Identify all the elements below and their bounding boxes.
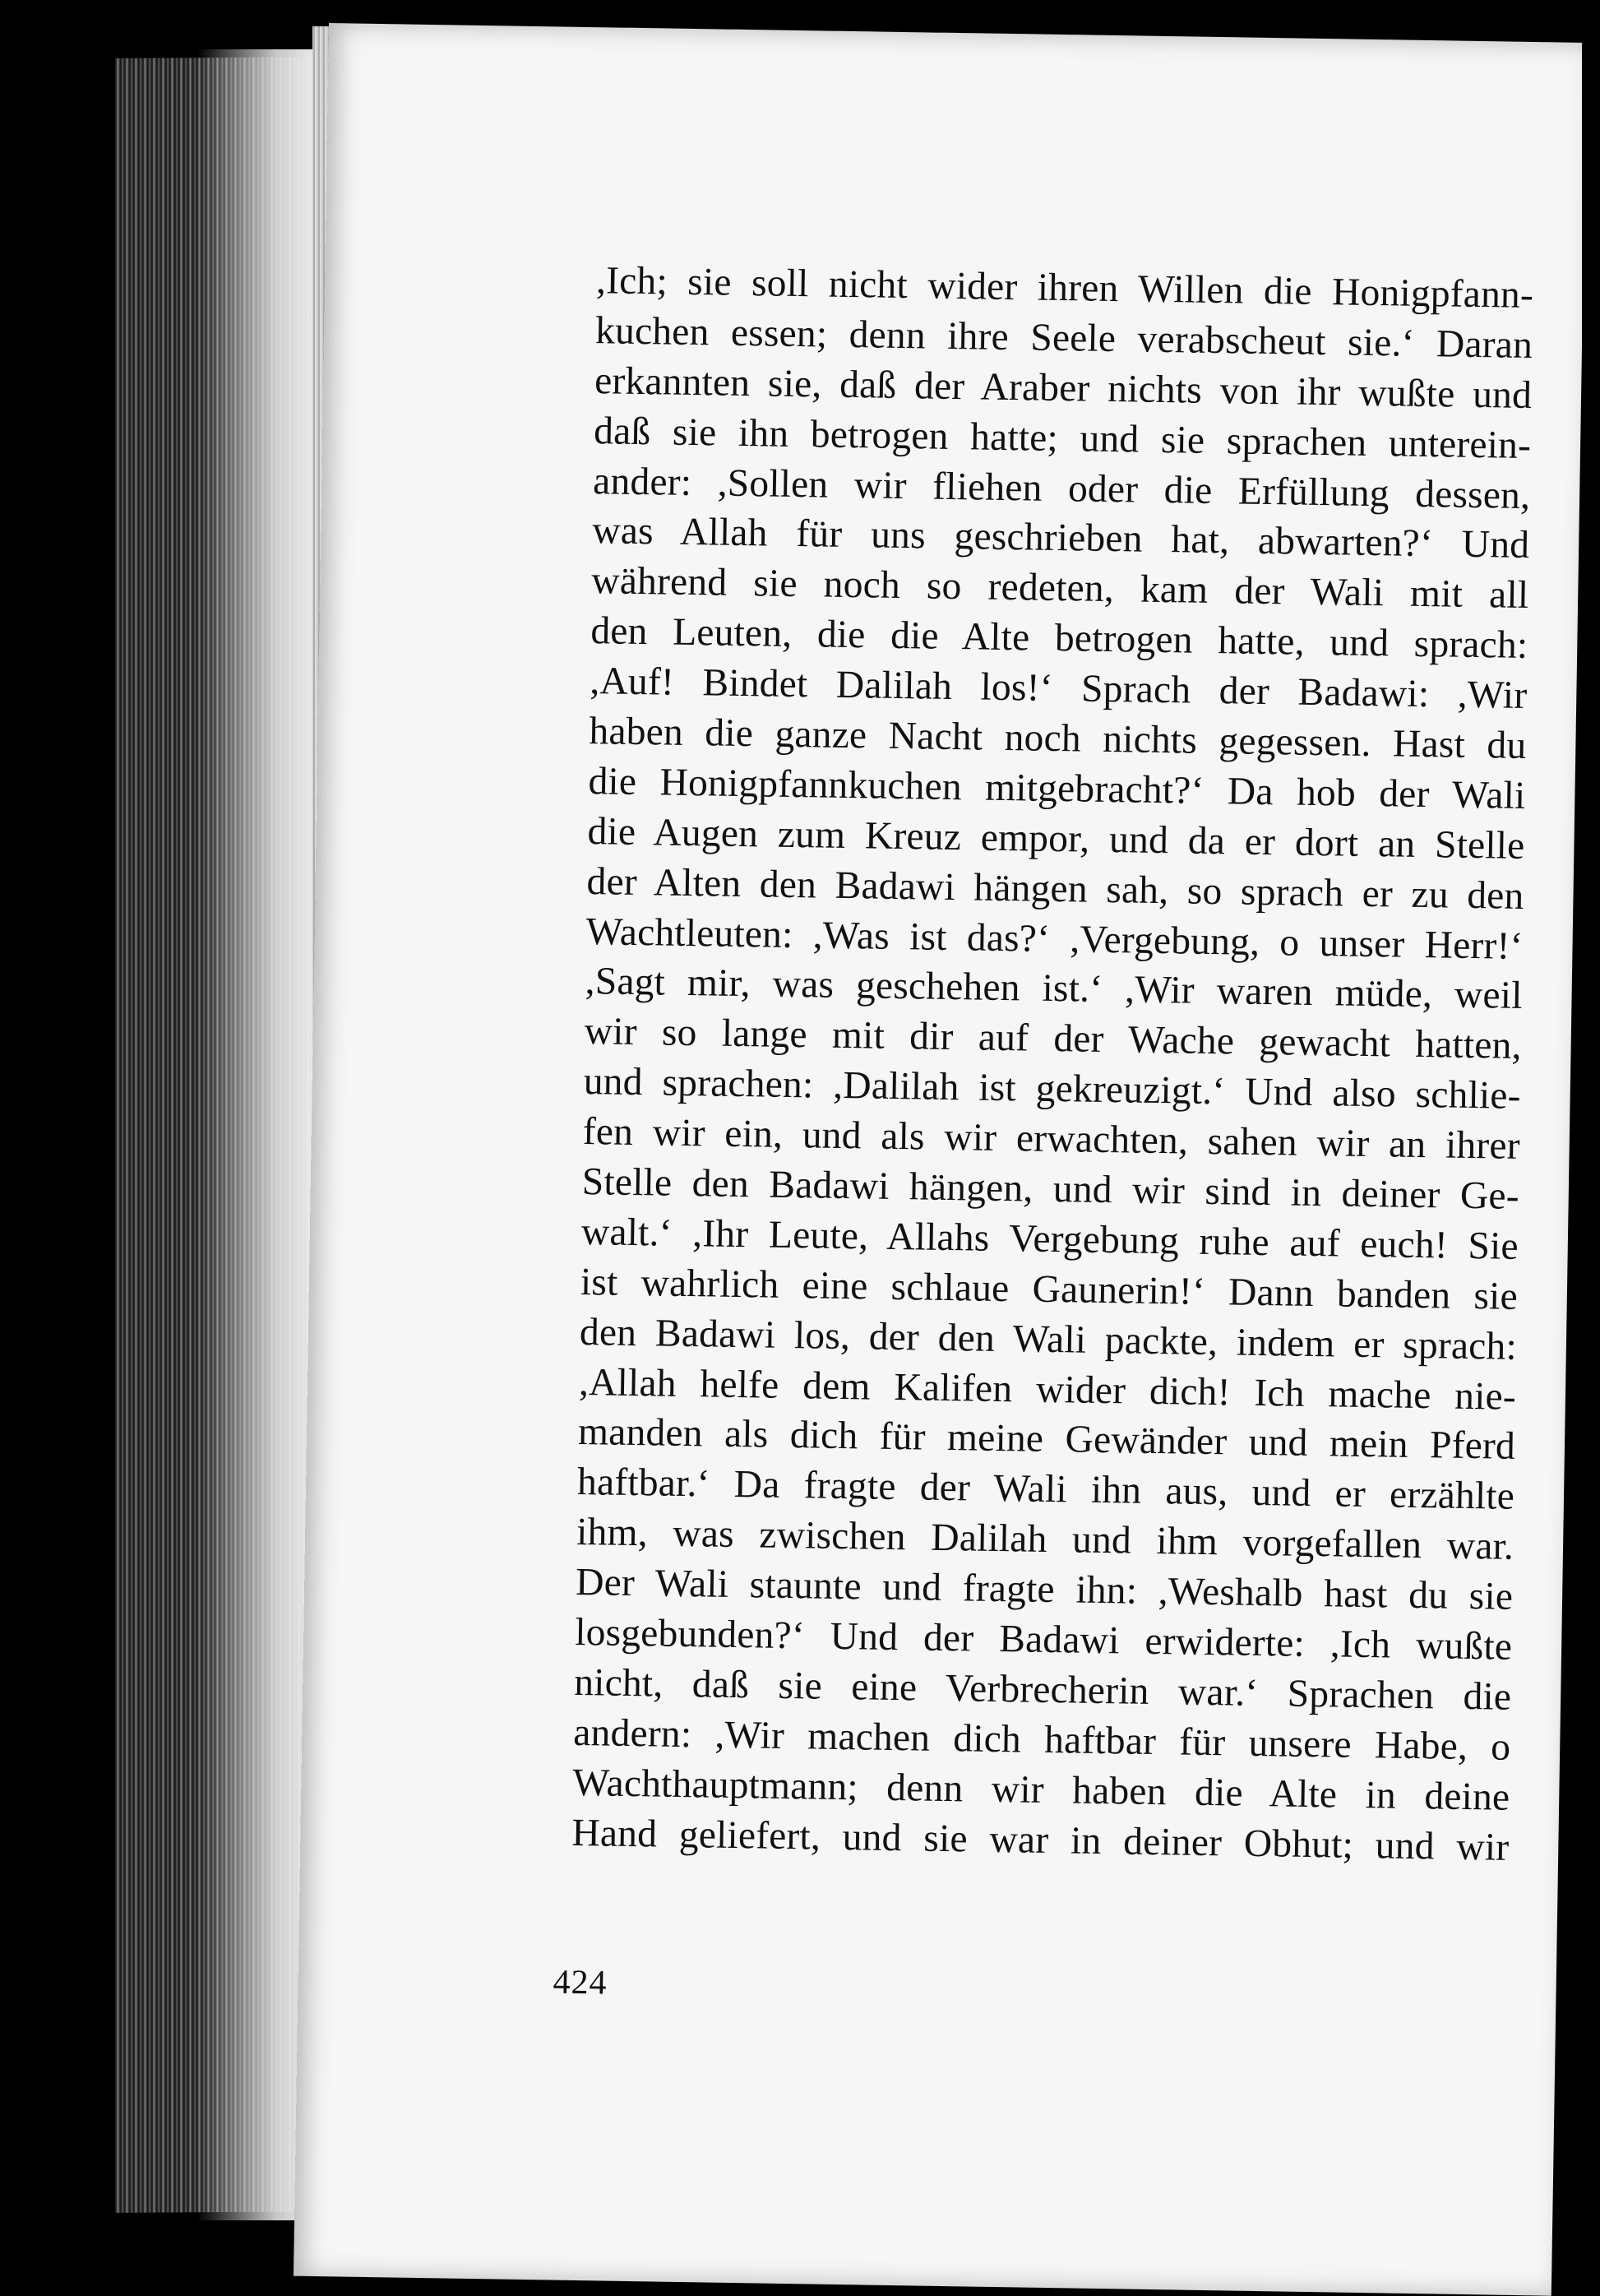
text-line: ,Allah helfe dem Kalifen wider dich! Ich mache nie-	[578, 1360, 1517, 1419]
text-line: haben die ganze Nacht noch nichts gegessen. Hast du	[589, 710, 1527, 767]
text-line: haftbar.‘ Da fragte der Wali ihn aus, und er erzählte	[576, 1460, 1515, 1519]
text-line: ,Ich; sie soll nicht wider ihren Willen die Honigpfann-	[595, 259, 1534, 317]
text-line: kuchen essen; denn ihre Seele verabscheut sie.‘ Daran	[594, 309, 1533, 367]
scan-border	[1582, 0, 1600, 2296]
text-line: während sie noch so redeten, kam der Wali mit all	[590, 559, 1529, 618]
text-line: den Badawi los, der den Wali packte, indem er sprach:	[579, 1310, 1518, 1368]
text-line: ander: ,Sollen wir fliehen oder die Erfüllung dessen,	[592, 459, 1531, 517]
text-line: ,Auf! Bindet Dalilah los!‘ Sprach der Badawi: ,Wir	[590, 660, 1528, 718]
text-line: losgebunden?‘ Und der Badawi erwiderte: ,Ich wußte	[574, 1610, 1513, 1669]
body-text	[571, 256, 1533, 1872]
text-line: den Leuten, die die Alte betrogen hatte, und sprach:	[590, 609, 1528, 668]
text-line: Wachtleuten: ,Was ist das?‘ ,Vergebung, o unser Herr!‘	[585, 910, 1524, 968]
text-line: der Alten den Badawi hängen sah, so sprach er zu den	[586, 859, 1524, 918]
text-line: andern: ,Wir machen dich haftbar für unsere Habe, o	[572, 1710, 1511, 1769]
text-line: daß sie ihn betrogen hatte; und sie sprachen unterein-	[593, 409, 1532, 467]
text-line: Hand geliefert, und sie war in deiner Obhut; und wir	[571, 1811, 1510, 1869]
text-line: wir so lange mit dir auf der Wache gewacht hatten,	[584, 1010, 1523, 1068]
text-line: die Honigpfannkuchen mitgebracht?‘ Da hob der Wali	[588, 759, 1526, 817]
text-line: und sprachen: ,Dalilah ist gekreuzigt.‘ Und also schlie-	[583, 1060, 1522, 1118]
text-line: walt.‘ ,Ihr Leute, Allahs Vergebung ruhe auf euch! Sie	[580, 1210, 1519, 1268]
text-line: erkannten sie, daß der Araber nichts von ihr wußte und	[594, 359, 1533, 417]
text-line: die Augen zum Kreuz empor, und da er dort an Stelle	[587, 809, 1525, 868]
text-line: Wachthauptmann; denn wir haben die Alte in deine	[572, 1761, 1510, 1819]
text-line: ,Sagt mir, was geschehen ist.‘ ,Wir waren müde, weil	[585, 960, 1523, 1018]
book-page	[294, 23, 1587, 2296]
text-line: nicht, daß sie eine Verbrecherin war.‘ Sprachen die	[573, 1660, 1512, 1719]
page-number: 424	[553, 1963, 608, 2002]
text-line: was Allah für uns geschrieben hat, abwarten?‘ Und	[591, 509, 1530, 567]
text-line: ist wahrlich eine schlaue Gaunerin!‘ Dann banden sie	[580, 1260, 1519, 1318]
text-line: manden als dich für meine Gewänder und mein Pferd	[577, 1410, 1516, 1469]
text-line: ihm, was zwischen Dalilah und ihm vorgefallen war.	[576, 1511, 1514, 1569]
text-line: Stelle den Badawi hängen, und wir sind in deiner Ge-	[581, 1160, 1520, 1218]
text-line: Der Wali staunte und fragte ihn: ,Weshalb hast du sie	[575, 1561, 1514, 1619]
text-line: fen wir ein, und als wir erwachten, sahen wir an ihrer	[582, 1110, 1521, 1169]
